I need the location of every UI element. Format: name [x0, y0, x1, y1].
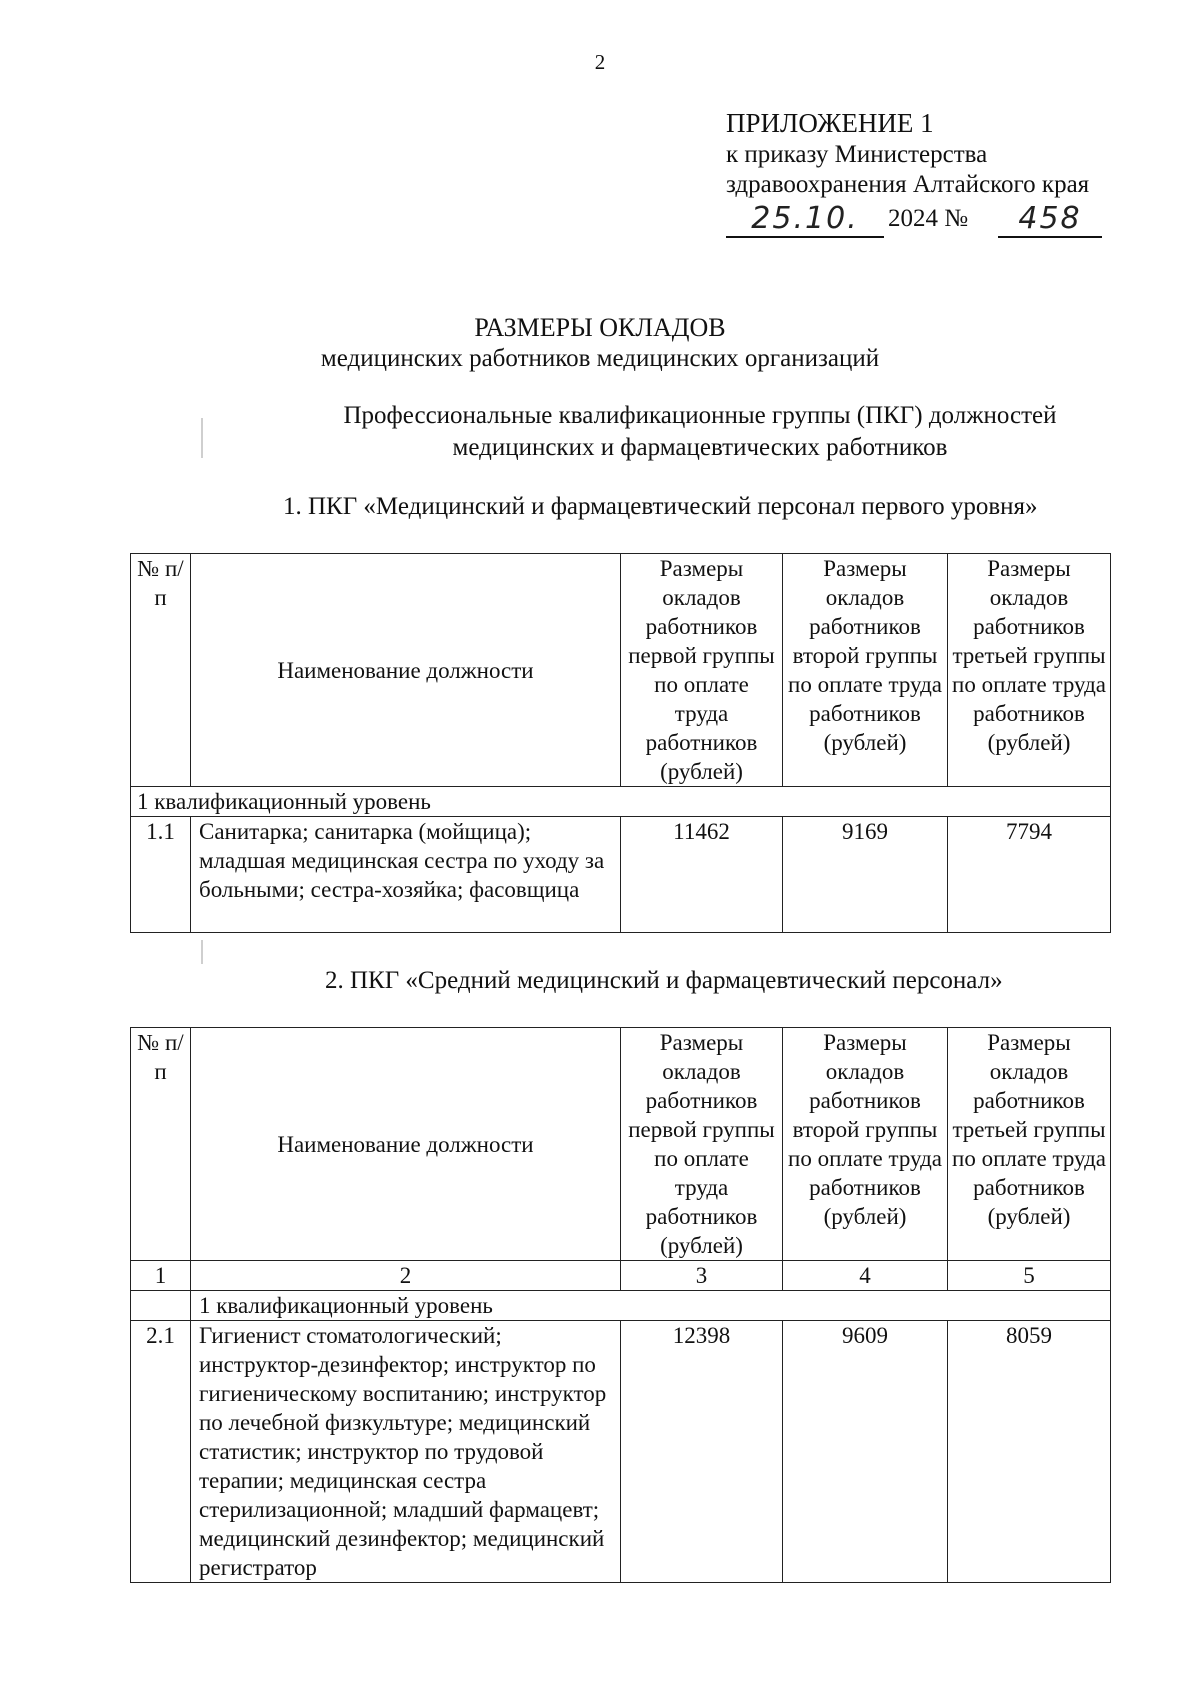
- salary-table-2: [130, 1027, 1111, 1583]
- row-position-name: Гигиенист стоматологический; инструктор-дезинфектор; инструктор по гигиеническому воспитанию; инструктор по лечебной физкультуре; медицинский статистик; инструктор по трудовой терапии; медицинская сестра стерилизационной; младший фармацевт; медицинский дезинфектор; медицинский регистратор: [191, 1321, 621, 1583]
- index-cell: 3: [621, 1261, 783, 1291]
- index-cell: 4: [783, 1261, 948, 1291]
- row-num: 1.1: [131, 817, 191, 933]
- row-salary-group-3: 7794: [948, 817, 1111, 933]
- appendix-title: ПРИЛОЖЕНИЕ 1: [726, 108, 934, 138]
- handwritten-date: 25.10.: [726, 202, 884, 238]
- table-header-row: [131, 1028, 1111, 1261]
- order-date-number: [726, 202, 1089, 238]
- row-num: 2.1: [131, 1321, 191, 1583]
- salary-table-1: [130, 553, 1111, 933]
- header-group-2: Размеры окладов работников второй группы по оплате труда работников (рублей): [783, 1028, 948, 1261]
- section-2-heading: 2. ПКГ «Средний медицинский и фармацевтический персонал»: [325, 967, 1003, 994]
- title-main: РАЗМЕРЫ ОКЛАДОВ: [474, 313, 726, 342]
- level-num-empty: [131, 1291, 191, 1321]
- row-salary-group-2: 9169: [783, 817, 948, 933]
- row-salary-group-1: 12398: [621, 1321, 783, 1583]
- appendix-block: [726, 108, 1089, 238]
- order-year: 2024 №: [888, 205, 969, 232]
- index-row: [131, 1261, 1111, 1291]
- section-1-heading: 1. ПКГ «Медицинский и фармацевтический персонал первого уровня»: [283, 493, 1038, 520]
- header-position-name: Наименование должности: [191, 554, 621, 787]
- qualification-level: 1 квалификационный уровень: [191, 1291, 1111, 1321]
- table-row: [131, 1321, 1111, 1583]
- scan-artifact: [201, 940, 203, 964]
- handwritten-order-number: 458: [998, 202, 1102, 238]
- header-num: № п/п: [131, 1028, 191, 1261]
- index-cell: 2: [191, 1261, 621, 1291]
- pkg-title-line-1: Профессиональные квалификационные группы (ПКГ) должностей: [343, 402, 1057, 429]
- scan-artifact: [201, 418, 203, 458]
- pkg-title: [300, 400, 1100, 464]
- index-cell: 5: [948, 1261, 1111, 1291]
- index-cell: 1: [131, 1261, 191, 1291]
- header-group-1: Размеры окладов работников первой группы по оплате труда работников (рублей): [621, 554, 783, 787]
- row-salary-group-2: 9609: [783, 1321, 948, 1583]
- document-title: [0, 312, 1200, 374]
- page-number: 2: [594, 50, 606, 74]
- qualification-level: 1 квалификационный уровень: [131, 787, 1111, 817]
- row-position-name: Санитарка; санитарка (мойщица); младшая медицинская сестра по уходу за больными; сестра-хозяйка; фасовщица: [191, 817, 621, 933]
- header-group-3: Размеры окладов работников третьей группы по оплате труда работников (рублей): [948, 1028, 1111, 1261]
- header-group-2: Размеры окладов работников второй группы по оплате труда работников (рублей): [783, 554, 948, 787]
- table-header-row: [131, 554, 1111, 787]
- header-group-3: Размеры окладов работников третьей группы по оплате труда работников (рублей): [948, 554, 1111, 787]
- header-position-name: Наименование должности: [191, 1028, 621, 1261]
- row-salary-group-3: 8059: [948, 1321, 1111, 1583]
- appendix-line-2: здравоохранения Алтайского края: [726, 171, 1090, 198]
- table-row: [131, 817, 1111, 933]
- header-group-1: Размеры окладов работников первой группы по оплате труда работников (рублей): [621, 1028, 783, 1261]
- header-num: № п/п: [131, 554, 191, 787]
- level-row: [131, 1291, 1111, 1321]
- appendix-line-1: к приказу Министерства: [726, 141, 988, 168]
- pkg-title-line-2: медицинских и фармацевтических работников: [452, 434, 948, 461]
- row-salary-group-1: 11462: [621, 817, 783, 933]
- level-row: [131, 787, 1111, 817]
- title-subtitle: медицинских работников медицинских организаций: [320, 345, 880, 372]
